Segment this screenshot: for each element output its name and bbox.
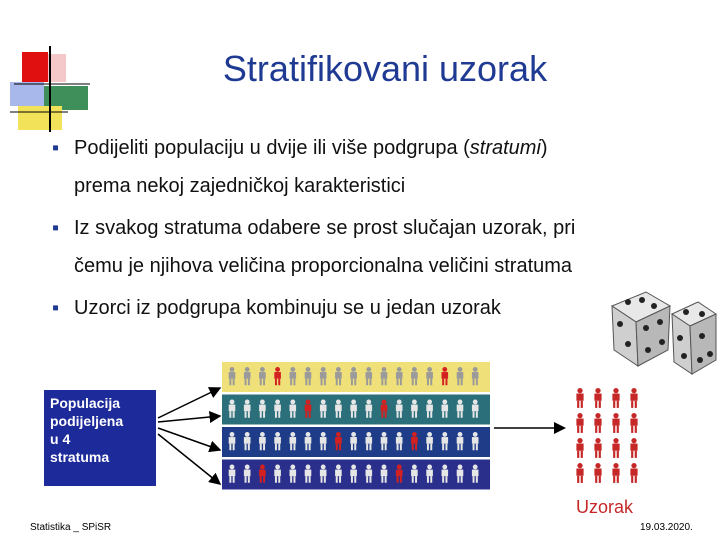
arrow-icon [492, 418, 568, 438]
person-icon [630, 463, 637, 483]
bullet-1-line-1 [74, 128, 548, 168]
sample-people-image [572, 384, 646, 494]
population-label-line-2: podijeljena [50, 413, 124, 429]
person-icon [576, 438, 583, 458]
footer-right: 19.03.2020. [640, 522, 693, 533]
person-icon [576, 413, 583, 433]
bullet-1-line-2: prema nekoj zajedničkoj karakteristici [74, 175, 406, 197]
bullet-3-line-1: Uzorci iz podgrupa kombinuju se u jedan uzorak [74, 297, 501, 319]
population-label-line-3: u 4 [50, 431, 71, 447]
person-icon [630, 388, 637, 408]
person-icon [612, 463, 619, 483]
bullet-square-icon: ▪ [52, 297, 60, 319]
person-icon [576, 463, 583, 483]
person-icon [594, 438, 601, 458]
arrow-icon [158, 416, 220, 422]
bullet-1-text-a: Podijeliti populaciju u dvije ili više podgrupa ( [74, 137, 470, 159]
person-icon [594, 413, 601, 433]
person-icon [612, 388, 619, 408]
population-label-line-4: stratuma [50, 449, 110, 465]
person-icon [612, 413, 619, 433]
footer-left: Statistika _ SPiSR [30, 522, 112, 533]
population-label-line-1: Populacija [50, 395, 121, 411]
bullet-1-italic: stratumi [469, 137, 541, 159]
arrow-icon [158, 428, 220, 450]
arrows-group [156, 380, 228, 490]
decorative-squares-icon [0, 40, 100, 140]
bullet-2-line-1: Iz svakog stratuma odabere se prost slučajan uzorak, pri [74, 217, 576, 239]
bullet-square-icon: ▪ [52, 217, 60, 239]
person-icon [594, 388, 601, 408]
person-icon [576, 388, 583, 408]
bullet-square-icon: ▪ [52, 137, 60, 159]
person-icon [630, 413, 637, 433]
person-icon [630, 438, 637, 458]
person-icon [594, 463, 601, 483]
page-title: Stratifikovani uzorak [222, 48, 548, 89]
population-label [44, 390, 156, 486]
sample-label: Uzorak [576, 497, 634, 517]
bullet-1-text-b: ) [540, 137, 548, 159]
person-icon [612, 438, 619, 458]
strata-population-image [222, 362, 490, 492]
dice-icon [606, 284, 718, 380]
arrow-icon [158, 434, 220, 484]
arrow-icon [158, 388, 220, 418]
bullet-2-line-2: čemu je njihova veličina proporcionalna veličini stratuma [74, 255, 573, 277]
